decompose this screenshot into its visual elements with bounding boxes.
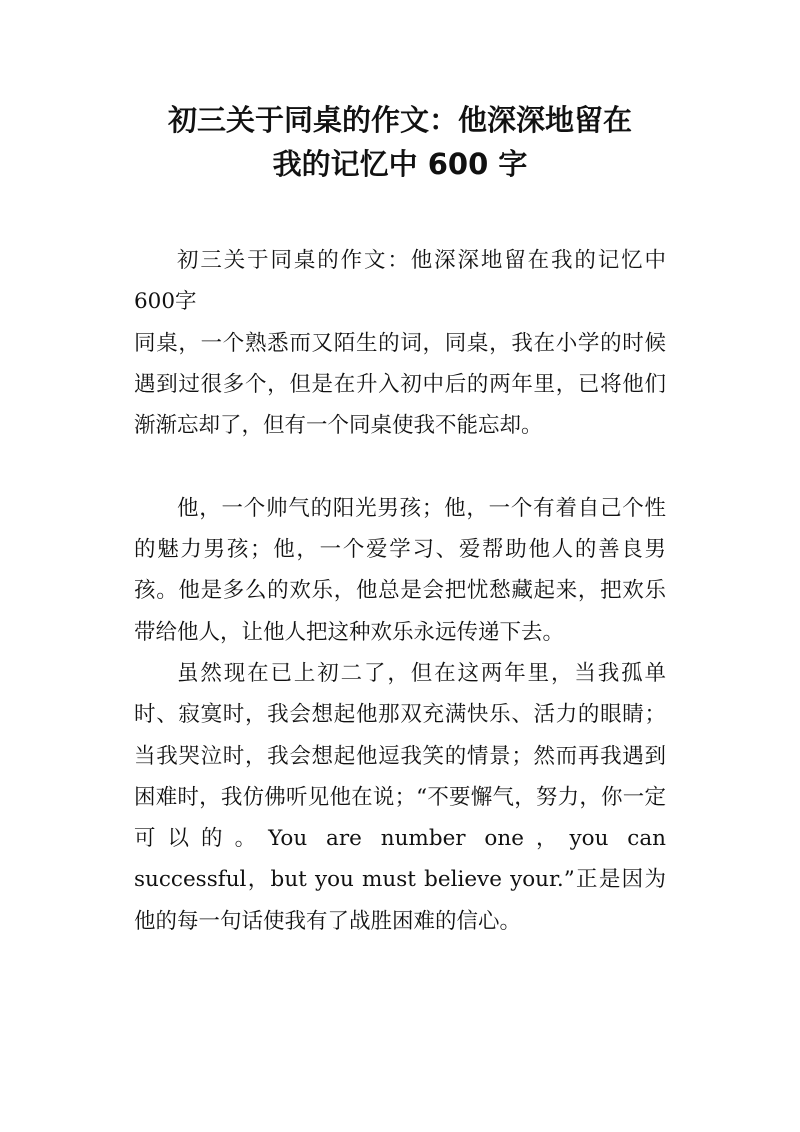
paragraph-spacer: [134, 446, 666, 487]
document-title: [100, 98, 700, 186]
paragraph-heading: 初三关于同桌的作文：他深深地留在我的记忆中600字: [134, 248, 666, 315]
title-line-2: 我的记忆中 600 字: [272, 147, 528, 181]
paragraph-intro: 同桌，一个熟悉而又陌生的词，同桌，我在小学的时候遇到过很多个，但是在升入初中后的两年里，已将他们渐渐忘却了，但有一个同桌使我不能忘却。: [134, 330, 666, 439]
paragraph-memory: 虽然现在已上初二了，但在这两年里，当我孤单时、寂寞时，我会想起他那双充满快乐、活力的眼睛；当我哭泣时，我会想起他逗我笑的情景；然而再我遇到困难时，我仿佛听见他在说；“不要懈气，努力，你一定可以的。You are number one，you can successful，but you must believe your.”正是因为他的每一句话使我有了战胜困难的信心。: [134, 660, 666, 934]
title-line-1: 初三关于同桌的作文：他深深地留在: [167, 103, 632, 137]
document-body: [134, 240, 666, 942]
paragraph-description: 他，一个帅气的阳光男孩；他，一个有着自己个性的魅力男孩；他，一个爱学习、爱帮助他人的善良男孩。他是多么的欢乐，他总是会把忧愁藏起来，把欢乐带给他人，让他人把这种欢乐永远传递下去。: [134, 495, 666, 645]
